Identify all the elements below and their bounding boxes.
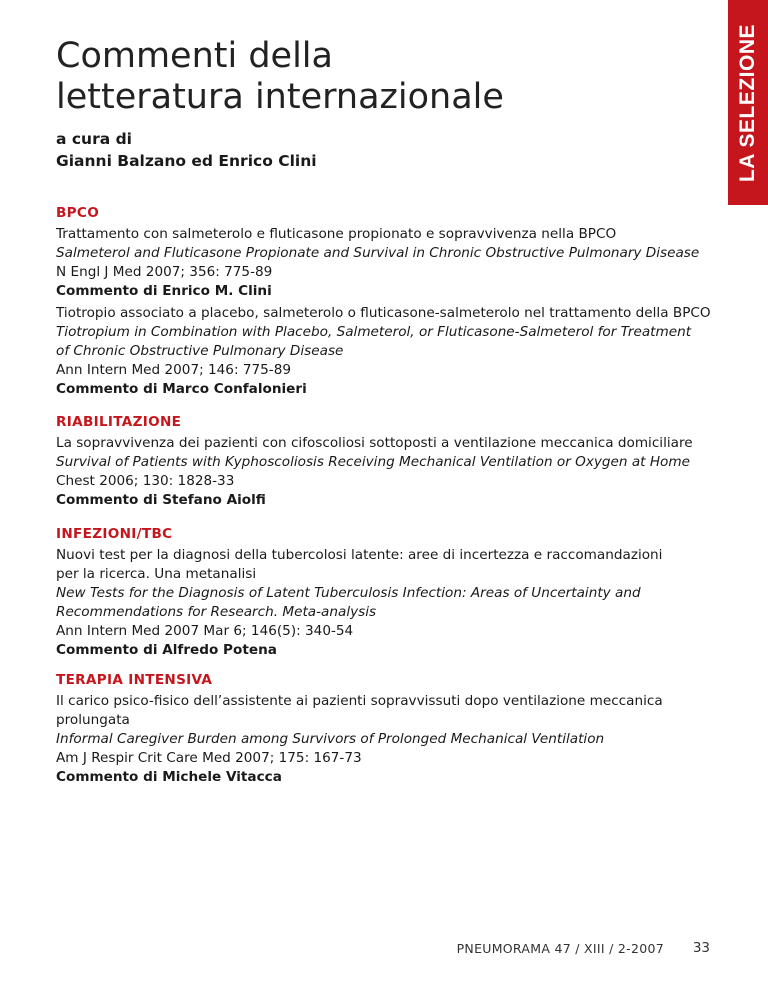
article-title-en: Salmeterol and Fluticasone Propionate and Survival in Chronic Obstructive Pulmonary Disease <box>56 245 700 261</box>
article-title-en: Survival of Patients with Kyphoscoliosis Receiving Mechanical Ventilation or Oxygen at Home <box>56 454 690 470</box>
page-title <box>56 36 504 118</box>
side-tab <box>728 0 768 205</box>
article-title-en-line-1: Tiotropium in Combination with Placebo, Salmeterol, or Fluticasone-Salmeterol for Treatment <box>56 324 692 340</box>
article-entry <box>56 304 726 399</box>
article-entry <box>56 692 726 787</box>
article-title-it: Trattamento con salmeterolo e fluticasone propionato e sopravvivenza nella BPCO <box>56 226 617 242</box>
article-comment: Commento di Alfredo Potena <box>56 642 277 658</box>
article-comment: Commento di Michele Vitacca <box>56 769 282 785</box>
article-citation: Chest 2006; 130: 1828-33 <box>56 473 235 489</box>
article-entry <box>56 225 726 301</box>
article-entry <box>56 546 726 660</box>
article-title-en-line-1: New Tests for the Diagnosis of Latent Tuberculosis Infection: Areas of Uncertainty and <box>56 585 641 601</box>
journal-issue: PNEUMORAMA 47 / XIII / 2-2007 <box>456 941 664 956</box>
article-title-it-line-1: Il carico psico-fisico dell’assistente ai pazienti sopravvissuti dopo ventilazione meccanica <box>56 693 663 709</box>
article-title-it-line-1: Nuovi test per la diagnosi della tubercolosi latente: aree di incertezza e raccomandazioni <box>56 547 663 563</box>
article-citation: Ann Intern Med 2007; 146: 775-89 <box>56 362 291 378</box>
article-comment: Commento di Marco Confalonieri <box>56 381 307 397</box>
category-bpco: BPCO <box>56 205 100 221</box>
article-comment: Commento di Enrico M. Clini <box>56 283 272 299</box>
side-tab-label: LA SELEZIONE <box>736 23 759 182</box>
article-citation: Ann Intern Med 2007 Mar 6; 146(5): 340-54 <box>56 623 354 639</box>
article-title-en-line-2: Recommendations for Research. Meta-analysis <box>56 604 377 620</box>
article-entry <box>56 434 726 510</box>
page-number: 33 <box>692 940 710 956</box>
category-infezioni-tbc: INFEZIONI/TBC <box>56 526 173 542</box>
article-title-it: Tiotropio associato a placebo, salmeterolo o fluticasone-salmeterolo nel trattamento della BPCO <box>56 305 711 321</box>
editors-line-1: a cura di <box>56 130 132 148</box>
article-title-it: La sopravvivenza dei pazienti con cifoscoliosi sottoposti a ventilazione meccanica domiciliare <box>56 435 693 451</box>
editors <box>56 128 317 172</box>
page-title-line-1: Commenti della <box>56 36 333 76</box>
article-comment: Commento di Stefano Aiolfi <box>56 492 266 508</box>
article-title-en-line-2: of Chronic Obstructive Pulmonary Disease <box>56 343 344 359</box>
page-title-line-2: letteratura internazionale <box>56 77 504 117</box>
category-terapia-intensiva: TERAPIA INTENSIVA <box>56 672 213 688</box>
article-citation: Am J Respir Crit Care Med 2007; 175: 167-73 <box>56 750 362 766</box>
article-title-it-line-2: prolungata <box>56 712 130 728</box>
category-riabilitazione: RIABILITAZIONE <box>56 414 182 430</box>
article-title-it-line-2: per la ricerca. Una metanalisi <box>56 566 257 582</box>
editors-line-2: Gianni Balzano ed Enrico Clini <box>56 152 317 170</box>
article-citation: N Engl J Med 2007; 356: 775-89 <box>56 264 273 280</box>
page-footer <box>0 941 768 961</box>
article-title-en: Informal Caregiver Burden among Survivors of Prolonged Mechanical Ventilation <box>56 731 605 747</box>
